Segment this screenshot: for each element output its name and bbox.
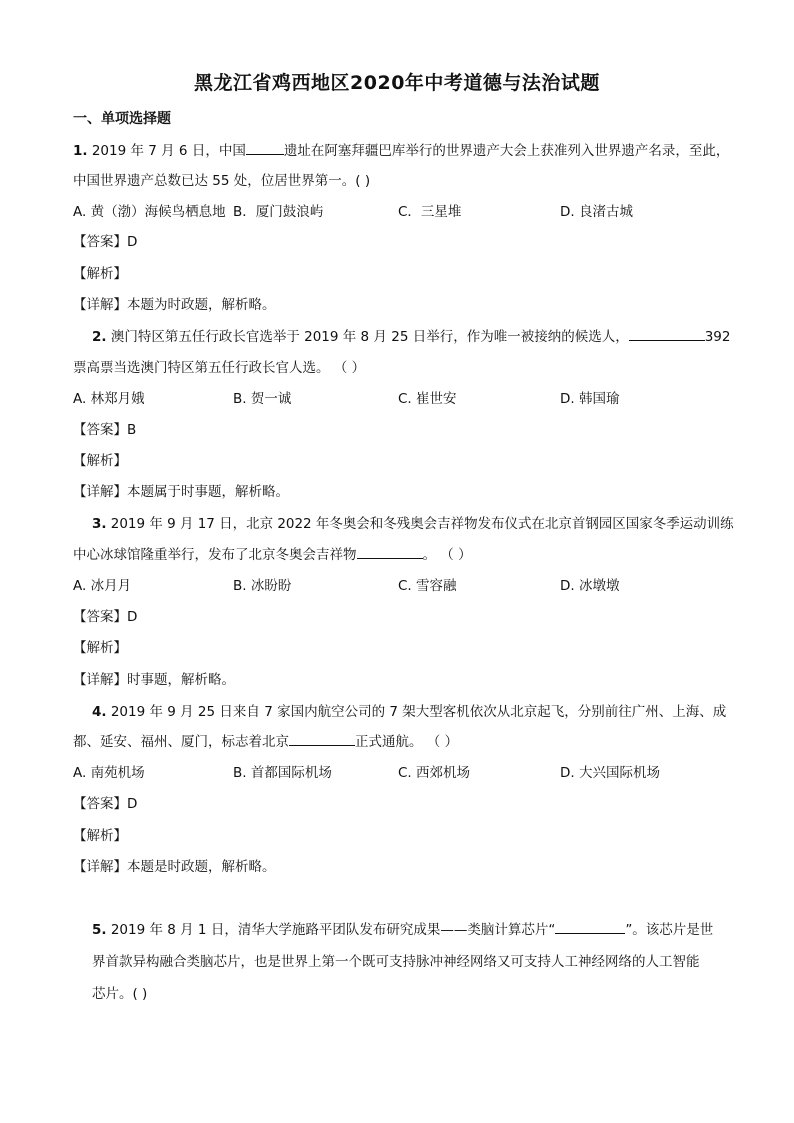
- q1-option-d: D. 良渚古城: [560, 204, 633, 220]
- q4-answer: [73, 795, 137, 813]
- q2-option-a: A. 林郑月娥: [73, 391, 145, 407]
- answer-label: 【答案】: [73, 796, 127, 812]
- q3-text-a: 2019 年 9 月 17 日，北京 2022 年冬奥会和冬残奥会吉祥物发布仪式在北京首钢园区国家冬季运动训练: [106, 516, 734, 532]
- q1-answer-value: D: [127, 234, 138, 250]
- q3-text-b: 中心冰球馆隆重举行，发布了北京冬奥会吉祥物: [73, 547, 357, 563]
- q4-line-2: [73, 733, 458, 751]
- q2-text-b: 392: [704, 329, 731, 345]
- q5-blank: [555, 921, 625, 934]
- q4-number: 4.: [92, 704, 107, 720]
- q1-number: 1.: [73, 143, 88, 159]
- q1-analysis-label: 【解析】: [73, 266, 127, 282]
- q3-line-1: [92, 515, 734, 533]
- q3-detail-text: 时事题，解析略。: [127, 672, 235, 688]
- detail-label: 【详解】: [73, 859, 127, 875]
- q3-text-c: 。 （ ）: [422, 547, 472, 563]
- q4-text-b: 都、延安、福州、厦门，标志着北京: [73, 734, 289, 750]
- q1-text-a: 2019 年 7 月 6 日，中国: [87, 143, 246, 159]
- q4-analysis-label: 【解析】: [73, 828, 127, 844]
- q3-analysis-label: 【解析】: [73, 640, 127, 656]
- q3-option-b: B. 冰盼盼: [233, 578, 292, 594]
- q5-line-1: [92, 921, 713, 939]
- q3-answer-value: D: [127, 609, 138, 625]
- q3-option-c: C. 雪容融: [398, 578, 457, 594]
- q2-analysis-label: 【解析】: [73, 453, 127, 469]
- q5-line-3: 芯片。( ): [92, 986, 148, 1002]
- q5-text-b: ”。该芯片是世: [625, 922, 714, 938]
- q2-option-d: D. 韩国瑜: [560, 391, 620, 407]
- q1-blank: [246, 142, 284, 155]
- q3-option-d: D. 冰墩墩: [560, 578, 620, 594]
- q3-number: 3.: [92, 516, 107, 532]
- q4-answer-value: D: [127, 796, 138, 812]
- q1-option-a: A. 黄（渤）海候鸟栖息地: [73, 204, 226, 220]
- q2-answer-value: B: [127, 422, 137, 438]
- q2-option-c: C. 崔世安: [398, 391, 457, 407]
- q4-option-c: C. 西郊机场: [398, 765, 471, 781]
- q5-text-a: 2019 年 8 月 1 日，清华大学施路平团队发布研究成果——类脑计算芯片“: [106, 922, 556, 938]
- detail-label: 【详解】: [73, 297, 127, 313]
- answer-label: 【答案】: [73, 234, 127, 250]
- q4-option-d: D. 大兴国际机场: [560, 765, 660, 781]
- q1-answer: [73, 233, 137, 251]
- section-heading: 一、单项选择题: [73, 111, 171, 127]
- q2-detail-text: 本题属于时事题，解析略。: [127, 484, 289, 500]
- q2-answer: [73, 421, 136, 439]
- q5-line-2: 界首款异构融合类脑芯片，也是世界上第一个既可支持脉冲神经网络又可支持人工神经网络的人工智能: [92, 954, 700, 970]
- q3-option-a: A. 冰月月: [73, 578, 132, 594]
- q4-option-a: A. 南苑机场: [73, 765, 145, 781]
- q4-line-1: [92, 703, 726, 721]
- q2-number: 2.: [92, 329, 107, 345]
- q2-detail: [73, 483, 289, 501]
- answer-label: 【答案】: [73, 422, 127, 438]
- q4-text-c: 正式通航。 （ ）: [355, 734, 459, 750]
- q2-blank: [629, 328, 705, 341]
- q5-number: 5.: [92, 922, 107, 938]
- q1-option-c: C．三星堆: [398, 204, 462, 220]
- q1-detail-text: 本题为时政题，解析略。: [127, 297, 276, 313]
- q2-text-a: 澳门特区第五任行政长官选举于 2019 年 8 月 25 日举行，作为唯一被接纳的候选人，: [106, 329, 629, 345]
- q1-line-2: 中国世界遗产总数已达 55 处，位居世界第一。( ): [73, 173, 371, 189]
- q1-detail: [73, 296, 276, 314]
- q3-blank: [357, 546, 423, 559]
- q4-detail: [73, 858, 276, 876]
- q4-text-a: 2019 年 9 月 25 日来自 7 家国内航空公司的 7 架大型客机依次从北京起飞，分别前往广州、上海、成: [106, 704, 727, 720]
- q1-text-b: 遗址在阿塞拜疆巴库举行的世界遗产大会上获准列入世界遗产名录，至此，: [283, 143, 730, 159]
- q3-detail: [73, 671, 235, 689]
- q1-option-b: B．厦门鼓浪屿: [233, 204, 324, 220]
- q2-line-1: [92, 328, 730, 346]
- page-title: 黑龙江省鸡西地区2020年中考道德与法治试题: [194, 72, 600, 94]
- q2-option-b: B. 贺一诚: [233, 391, 292, 407]
- answer-label: 【答案】: [73, 609, 127, 625]
- detail-label: 【详解】: [73, 672, 127, 688]
- q3-answer: [73, 608, 137, 626]
- q4-blank: [289, 733, 355, 746]
- q3-line-2: [73, 546, 472, 564]
- q2-line-2: 票高票当选澳门特区第五任行政长官人选。 （ ）: [73, 360, 366, 376]
- q1-line-1: [73, 142, 729, 160]
- q4-option-b: B. 首都国际机场: [233, 765, 332, 781]
- detail-label: 【详解】: [73, 484, 127, 500]
- q4-detail-text: 本题是时政题，解析略。: [127, 859, 276, 875]
